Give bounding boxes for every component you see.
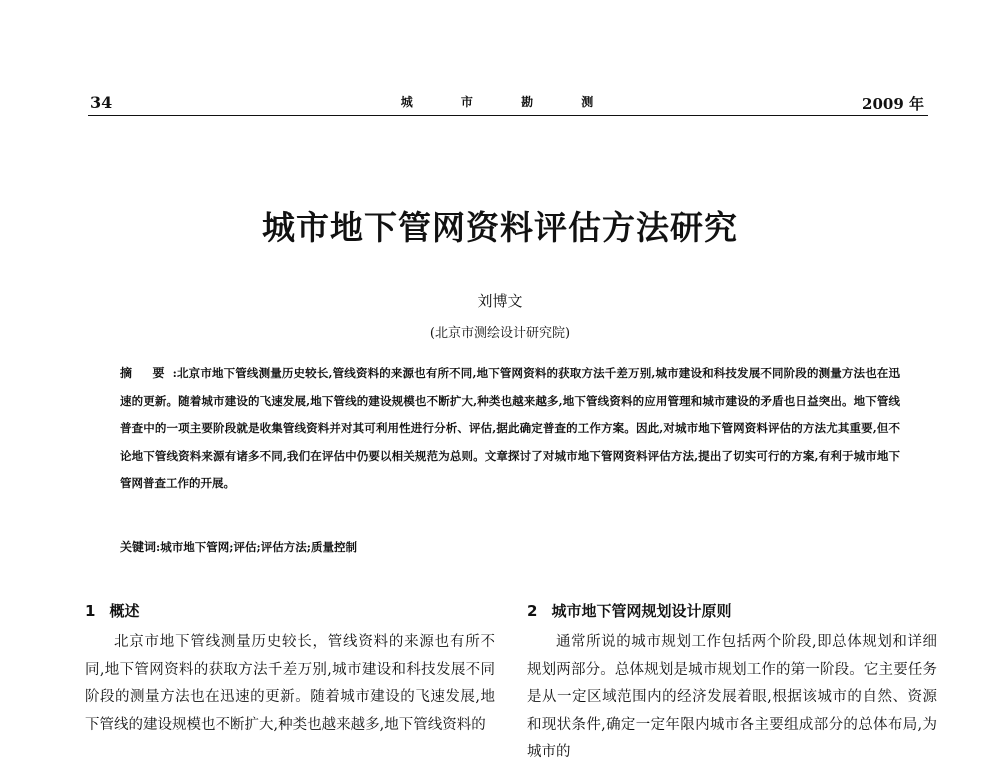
- journal-name: 城 市 勘 测: [400, 95, 616, 109]
- author-affiliation: (北京市测绘设计研究院): [429, 326, 571, 341]
- section-number: 1: [85, 602, 96, 620]
- keywords: [120, 538, 900, 555]
- keywords-text: :城市地下管网;评估;评估方法;质量控制: [156, 540, 357, 554]
- keywords-label: 关键词: [120, 540, 157, 554]
- section-title: 概述: [109, 602, 140, 620]
- section-heading: [85, 600, 495, 621]
- abstract-text: :北京市地下管线测量历史较长,管线资料的来源也有所不同,地下管网资料的获取方法千差万别,城市建设和科技发展不同阶段的测量方法也在迅速的更新。随着城市建设的飞速发展,地下管线的建设规模也不断扩大,种类也越来越多,地下管线资料的应用管理和城市建设的矛盾也日益突出。地下管线普查中的一项主要阶段就是收集管线资料并对其可利用性进行分析、评估,据此确定普查的工作方案。因此,对城市地下管网资料评估的方法尤其重要,但不论地下管线资料来源有诸多不同,我们在评估中仍要以相关规范为总则。文章探讨了对城市地下管网资料评估方法,提出了切实可行的方案,有利于城市地下管网普查工作的开展。: [120, 366, 901, 491]
- section-body: 北京市地下管线测量历史较长，管线资料的来源也有所不同,地下管网资料的获取方法千差万别,城市建设和科技发展不同阶段的测量方法也在迅速的更新。随着城市建设的飞速发展,地下管线的建设规模也不断扩大,种类也越来越多,地下管线资料的: [85, 634, 495, 733]
- author-name: 刘博文: [477, 292, 523, 310]
- issue-year: 2009 年: [862, 95, 924, 113]
- section-2: [527, 600, 937, 767]
- abstract: [120, 360, 900, 498]
- section-number: 2: [527, 602, 538, 620]
- running-header: [88, 93, 928, 116]
- section-1: [85, 600, 495, 739]
- section-title: 城市地下管网规划设计原则: [551, 602, 732, 620]
- section-heading: [527, 600, 937, 621]
- section-body: 通常所说的城市规划工作包括两个阶段,即总体规划和详细规划两部分。总体规划是城市规划工作的第一阶段。它主要任务是从一定区域范围内的经济发展着眼,根据该城市的自然、资源和现状条件,确定一定年限内城市各主要组成部分的总体布局,为城市的: [527, 634, 937, 760]
- article-title: 城市地下管网资料评估方法研究: [262, 208, 738, 247]
- abstract-label: 摘 要: [120, 366, 173, 380]
- page-number: 34: [90, 93, 113, 112]
